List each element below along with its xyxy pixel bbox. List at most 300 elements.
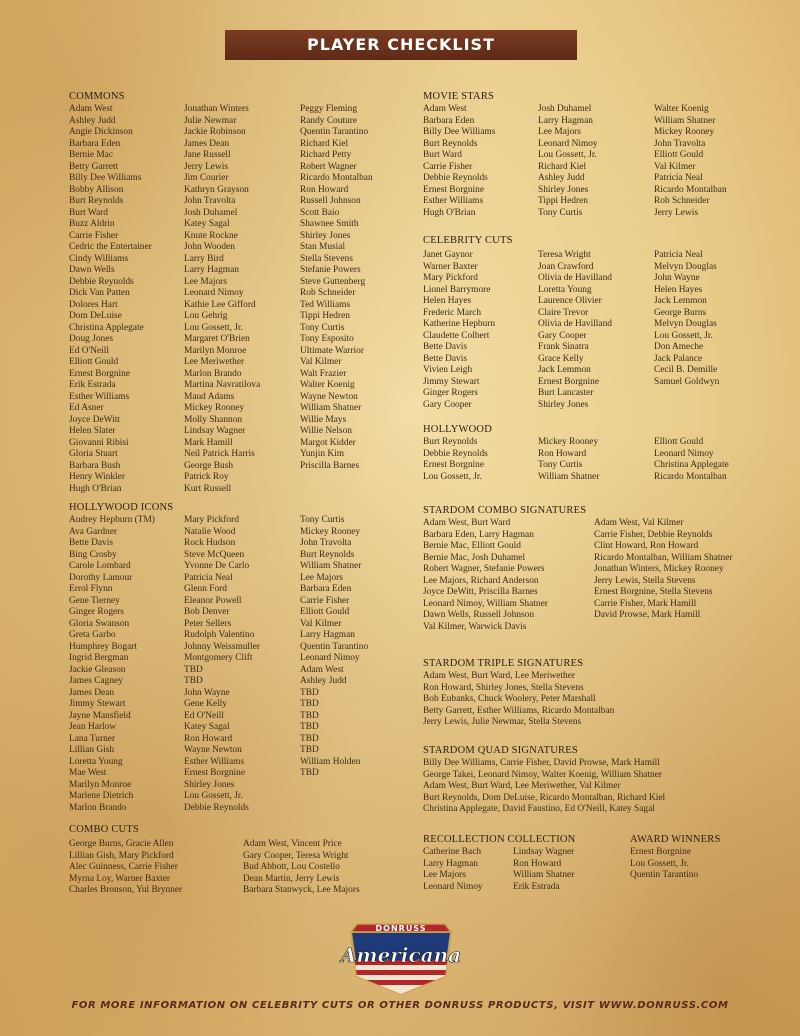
award-winners-heading: AWARD WINNERS — [630, 834, 721, 845]
list-item: Tony Curtis — [538, 207, 583, 218]
list-item: Priscilla Barnes — [300, 460, 360, 471]
list-item: Jack Lemmon — [654, 296, 707, 306]
list-item: TBD — [300, 710, 319, 721]
list-item: Dick Van Patten — [69, 288, 130, 298]
list-item: Frederic March — [423, 307, 482, 318]
list-item: Lee Majors — [423, 870, 466, 880]
list-item: TBD — [300, 768, 319, 778]
list-item: David Prowse, Mark Hamill — [594, 610, 701, 620]
list-item: Lou Gossett, Jr. — [184, 791, 243, 801]
list-item: Larry Hagman — [184, 265, 239, 275]
list-item: Rock Hudson — [184, 538, 236, 548]
list-item: Dean Martin, Jerry Lewis — [243, 873, 340, 884]
quad-signatures-list — [423, 758, 665, 816]
list-item: Dawn Wells — [69, 265, 115, 275]
list-item: Christina Applegate — [69, 322, 144, 333]
movie-stars-heading: MOVIE STARS — [423, 91, 495, 102]
list-item: Lee Majors, Richard Anderson — [423, 575, 539, 586]
list-item: Ernest Borgnine — [184, 768, 246, 778]
list-item: Steve McQueen — [184, 549, 245, 560]
list-item: Jonathan Winters, Mickey Rooney — [594, 564, 724, 574]
list-item: Jane Russell — [184, 150, 231, 160]
footer-info: FOR MORE INFORMATION ON CELEBRITY CUTS OR OTHER DONRUSS PRODUCTS, VISIT WWW.DONRUSS.COM — [71, 1000, 729, 1011]
list-item: Betty Garrett, Esther Williams, Ricardo Montalban — [423, 705, 615, 716]
list-item: Bette Davis — [423, 342, 468, 352]
list-item: Gary Cooper, Teresa Wright — [243, 850, 349, 861]
commons-col-2 — [184, 104, 300, 495]
list-item: Billy Dee Williams, Carrie Fisher, David Prowse, Mark Hamill — [423, 758, 660, 768]
list-item: Tony Curtis — [300, 322, 345, 333]
list-item: TBD — [300, 745, 319, 755]
list-item: Doug Jones — [69, 334, 114, 344]
list-item: Adam West, Val Kilmer — [594, 518, 684, 528]
logo-script-text: Americana — [340, 943, 462, 967]
list-item: Bernie Mac, Josh Duhamel — [423, 552, 526, 563]
list-item: Margaret O'Brien — [184, 334, 250, 344]
list-item: Walter Koenig — [300, 380, 355, 390]
list-item: Jackie Robinson — [184, 127, 246, 137]
triple-signatures-heading: STARDOM TRIPLE SIGNATURES — [423, 658, 584, 669]
list-item: Neil Patrick Harris — [184, 449, 255, 459]
list-item: Ernest Borgnine — [423, 184, 485, 195]
list-item: Grace Kelly — [538, 353, 584, 364]
list-item: Gary Cooper — [423, 399, 472, 410]
list-item: Ed O'Neill — [69, 345, 109, 356]
list-item: Mary Pickford — [184, 515, 239, 525]
list-item: Ricardo Montalban — [654, 184, 727, 195]
list-item: Bob Eubanks, Chuck Woolery, Peter Marshall — [423, 694, 596, 705]
list-item: Adam West, Burt Ward, Lee Meriwether, Val Kilmer — [423, 781, 621, 792]
quad-signatures-heading: STARDOM QUAD SIGNATURES — [423, 745, 578, 756]
list-item: Val Kilmer — [654, 161, 696, 172]
list-item: Jackie Gleason — [69, 664, 126, 675]
list-item: Ernest Borgnine — [423, 460, 485, 470]
list-item: Greta Garbo — [69, 630, 116, 640]
list-item: Jerry Lewis, Stella Stevens — [594, 575, 696, 586]
list-item: Bing Crosby — [69, 549, 117, 560]
movie-stars-col-3 — [654, 104, 764, 219]
list-item: Montgomery Clift — [184, 653, 253, 663]
list-item: Stefanie Powers — [300, 265, 361, 275]
list-item: Dolores Hart — [69, 299, 118, 310]
hollywood-section — [423, 424, 764, 483]
list-item: Jerry Lewis — [654, 207, 698, 218]
list-item: Leonard Nimoy — [538, 138, 598, 149]
list-item: Lee Majors — [538, 127, 581, 137]
commons-heading: COMMONS — [69, 91, 125, 102]
list-item: Val Kilmer — [300, 618, 342, 629]
list-item: TBD — [300, 687, 319, 698]
list-item: Carrie Fisher, Mark Hamill — [594, 598, 697, 609]
list-item: Yunjin Kim — [300, 449, 345, 459]
list-item: Helen Hayes — [654, 284, 703, 295]
list-item: Elliott Gould — [300, 607, 350, 617]
list-item: Quentin Tarantino — [300, 127, 369, 137]
list-item: Natalie Wood — [184, 526, 236, 537]
hollywood-col-3 — [654, 437, 764, 483]
list-item: Katherine Hepburn — [423, 319, 496, 329]
list-item: William Shatner — [654, 115, 716, 126]
list-item: Claire Trevor — [538, 307, 589, 318]
list-item: Maud Adams — [184, 391, 235, 402]
list-item: Lou Gossett, Jr. — [654, 330, 713, 341]
list-item: Jerry Lewis — [184, 161, 228, 172]
list-item: Val Kilmer — [300, 357, 342, 367]
list-item: Shirley Jones — [538, 184, 589, 195]
list-item: Giovanni Ribisi — [69, 437, 129, 448]
list-item: Leonard Nimoy — [184, 288, 244, 298]
list-item: Marilyn Monroe — [69, 779, 132, 790]
list-item: Stella Stevens — [300, 253, 353, 264]
list-item: Larry Hagman — [300, 630, 355, 640]
movie-stars-col-1 — [423, 104, 538, 219]
list-item: Leonard Nimoy — [300, 653, 360, 663]
list-item: Elliott Gould — [654, 437, 704, 447]
list-item: Quentin Tarantino — [300, 641, 369, 652]
list-item: Bobby Allison — [69, 184, 124, 195]
list-item: Samuel Goldwyn — [654, 376, 720, 387]
list-item: William Shatner — [513, 870, 575, 880]
celebrity-cuts-col-3 — [654, 250, 764, 411]
hollywood-icons-section — [69, 502, 410, 814]
list-item: Tippi Hedren — [538, 196, 588, 206]
list-item: Marlon Brando — [69, 802, 127, 813]
list-item: Alec Guinness, Carrie Fisher — [69, 862, 178, 872]
list-item: Cedric the Entertainer — [69, 242, 152, 252]
list-item: Bette Davis — [423, 353, 468, 364]
list-item: Katey Sagal — [184, 722, 230, 732]
list-item: Frank Sinatra — [538, 342, 589, 352]
list-item: Gary Cooper — [538, 330, 587, 341]
list-item: Burt Ward — [69, 207, 108, 218]
list-item: Ed Asner — [69, 403, 104, 413]
combo-signatures-heading: STARDOM COMBO SIGNATURES — [423, 505, 587, 516]
list-item: Leonard Nimoy — [423, 881, 483, 892]
list-item: Hugh O'Brian — [423, 207, 476, 218]
list-item: Charles Bronson, Yul Brynner — [69, 885, 183, 895]
list-item: Yvonne De Carlo — [184, 561, 250, 571]
list-item: Tippi Hedren — [300, 311, 350, 321]
list-item: Lana Turner — [69, 733, 116, 744]
list-item: Gloria Swanson — [69, 618, 130, 629]
list-item: Adam West — [300, 664, 344, 675]
list-item: Richard Kiel — [300, 138, 349, 149]
list-item: Ron Howard, Shirley Jones, Stella Stevens — [423, 682, 584, 693]
list-item: Carrie Fisher — [300, 595, 350, 606]
list-item: Carrie Fisher — [69, 230, 119, 241]
list-item: Loretta Young — [538, 284, 592, 295]
list-item: Robert Wagner, Stefanie Powers — [423, 564, 545, 574]
list-item: Katey Sagal — [184, 219, 230, 229]
list-item: Dom DeLuise — [69, 311, 122, 321]
celebrity-cuts-section — [423, 235, 764, 411]
list-item: Clint Howard, Ron Howard — [594, 541, 699, 551]
list-item: Jimmy Stewart — [69, 699, 126, 709]
list-item: Ultimate Warrior — [300, 345, 364, 356]
list-item: Glenn Ford — [184, 584, 227, 594]
list-item: Helen Hayes — [423, 296, 472, 306]
list-item: Scott Baio — [300, 207, 340, 218]
list-item: Peggy Fleming — [300, 104, 358, 114]
list-item: Gene Tierney — [69, 595, 120, 606]
list-item: Humphrey Bogart — [69, 641, 137, 652]
list-item: George Bush — [184, 460, 234, 471]
list-item: William Shatner — [300, 403, 362, 413]
list-item: Patricia Neal — [654, 250, 703, 260]
list-item: Joan Crawford — [538, 261, 594, 272]
list-item: Catherine Bach — [423, 847, 482, 857]
list-item: Johnny Weissmuller — [184, 641, 260, 652]
list-item: Ed O'Neill — [184, 710, 224, 721]
combo-cuts-section — [69, 824, 403, 897]
hollywood-icons-col-2 — [184, 515, 300, 814]
list-item: Larry Hagman — [423, 858, 478, 869]
list-item: Knute Rockne — [184, 230, 238, 241]
list-item: Ron Howard — [300, 184, 349, 195]
hollywood-icons-col-3 — [300, 515, 410, 814]
list-item: Lou Gossett, Jr. — [423, 471, 482, 482]
list-item: Dorothy Lamour — [69, 572, 133, 583]
list-item: Melvyn Douglas — [654, 261, 717, 272]
list-item: Olivia de Havilland — [538, 319, 612, 329]
list-item: Bob Denver — [184, 607, 230, 617]
list-item: John Travolta — [654, 138, 706, 149]
list-item: Wayne Newton — [300, 391, 358, 402]
triple-signatures-list — [423, 671, 614, 729]
celebrity-cuts-heading: CELEBRITY CUTS — [423, 235, 513, 246]
list-item: William Shatner — [538, 471, 600, 482]
combo-cuts-col-2 — [243, 839, 403, 897]
combo-cuts-heading: COMBO CUTS — [69, 824, 139, 835]
list-item: Jerry Lewis, Julie Newmar, Stella Stevens — [423, 717, 582, 728]
list-item: Janet Gaynor — [423, 250, 473, 260]
list-item: Mark Hamill — [184, 437, 233, 448]
list-item: Ashley Judd — [300, 676, 347, 686]
list-item: Jim Courier — [184, 173, 229, 183]
list-item: Russell Johnson — [300, 196, 361, 206]
list-item: John Travolta — [300, 538, 352, 548]
list-item: Lou Gehrig — [184, 311, 228, 321]
list-item: Lillian Gish, Mary Pickford — [69, 850, 174, 861]
list-item: Ginger Rogers — [423, 388, 478, 398]
list-item: Bernie Mac — [69, 150, 113, 160]
list-item: Eleanor Powell — [184, 595, 242, 606]
combo-signatures-col-2 — [594, 518, 754, 633]
list-item: Lionel Barrymore — [423, 284, 491, 295]
list-item: Patricia Neal — [654, 173, 703, 183]
list-item: Marlon Brando — [184, 368, 242, 379]
list-item: Tony Esposito — [300, 334, 354, 344]
recollection-heading: RECOLLECTION COLLECTION — [423, 834, 576, 845]
list-item: James Cagney — [69, 676, 123, 686]
list-item: Walt Frazier — [300, 368, 347, 379]
list-item: Lou Gossett, Jr. — [538, 150, 597, 160]
list-item: John Wooden — [184, 242, 235, 252]
list-item: Barbara Eden — [69, 138, 121, 149]
list-item: Ashley Judd — [538, 173, 585, 183]
list-item: Kathryn Grayson — [184, 184, 249, 195]
celebrity-cuts-col-1 — [423, 250, 538, 411]
list-item: Angie Dickinson — [69, 127, 133, 137]
list-item: Elliott Gould — [654, 150, 704, 160]
list-item: Jack Palance — [654, 353, 703, 364]
list-item: Burt Ward — [423, 150, 462, 160]
list-item: Esther Williams — [69, 391, 130, 402]
list-item: William Holden — [300, 756, 361, 767]
list-item: Ashley Judd — [69, 115, 116, 126]
list-item: Erik Estrada — [69, 380, 116, 390]
list-item: Adam West — [69, 104, 113, 114]
list-item: Ricardo Montalban, William Shatner — [594, 552, 733, 563]
list-item: Martina Navratilova — [184, 380, 261, 390]
list-item: Jimmy Stewart — [423, 376, 480, 387]
list-item: TBD — [300, 722, 319, 732]
list-item: Patrick Roy — [184, 472, 229, 482]
list-item: Robert Wagner — [300, 161, 357, 172]
list-item: Lee Majors — [300, 572, 343, 583]
list-item: Myrna Loy, Warner Baxter — [69, 873, 171, 884]
list-item: Cecil B. Demille — [654, 365, 718, 375]
list-item: Ernest Borgnine — [69, 368, 131, 379]
list-item: Marlene Dietrich — [69, 791, 134, 801]
recollection-col-2 — [513, 847, 613, 893]
list-item: Olivia de Havilland — [538, 273, 612, 283]
list-item: Burt Reynolds — [300, 549, 355, 560]
list-item: Christina Applegate — [654, 460, 729, 470]
list-item: Ava Gardner — [69, 526, 117, 537]
list-item: Debbie Reynolds — [423, 448, 488, 459]
list-item: George Burns — [654, 307, 707, 318]
list-item: Don Ameche — [654, 342, 704, 352]
list-item: TBD — [300, 733, 319, 744]
list-item: Billy Dee Williams — [69, 173, 142, 183]
list-item: Ginger Rogers — [69, 607, 124, 617]
list-item: Burt Reynolds, Dom DeLuise, Ricardo Montalban, Richard Kiel — [423, 792, 666, 803]
list-item: Audrey Hepburn (TM) — [69, 515, 155, 525]
list-item: John Wayne — [654, 273, 700, 283]
triple-signatures-section — [423, 658, 614, 729]
list-item: Quentin Tarantino — [630, 870, 699, 880]
list-item: Richard Petty — [300, 150, 352, 160]
recollection-col-1 — [423, 847, 513, 893]
list-item: Joyce DeWitt — [69, 414, 120, 425]
list-item: Joyce DeWitt, Priscilla Barnes — [423, 587, 538, 597]
list-item: Leonard Nimoy, William Shatner — [423, 598, 548, 609]
quad-signatures-section — [423, 745, 665, 816]
hollywood-col-1 — [423, 437, 538, 483]
list-item: Rudolph Valentino — [184, 630, 255, 640]
list-item: Dawn Wells, Russell Johnson — [423, 610, 535, 620]
combo-signatures-col-1 — [423, 518, 594, 633]
list-item: Patricia Neal — [184, 572, 233, 583]
list-item: Rob Schneider — [654, 196, 710, 206]
list-item: Warner Baxter — [423, 261, 478, 272]
list-item: Adam West, Vincent Price — [243, 839, 342, 849]
list-item: Lindsay Wagner — [184, 426, 246, 436]
list-item: Larry Bird — [184, 253, 224, 264]
list-item: Shirley Jones — [184, 779, 235, 790]
list-item: Marilyn Monroe — [184, 345, 247, 356]
list-item: Shawnee Smith — [300, 219, 359, 229]
commons-col-1 — [69, 104, 184, 495]
list-item: Vivien Leigh — [423, 365, 473, 375]
list-item: George Takei, Leonard Nimoy, Walter Koenig, William Shatner — [423, 769, 663, 780]
list-item: Carole Lombard — [69, 561, 131, 571]
list-item: Ricardo Montalban — [300, 173, 373, 183]
list-item: Carrie Fisher, Debbie Reynolds — [594, 529, 713, 540]
list-item: Adam West, Burt Ward — [423, 518, 511, 528]
list-item: Wayne Newton — [184, 745, 242, 755]
page-title: PLAYER CHECKLIST — [225, 30, 577, 60]
list-item: Ricardo Montalban — [654, 471, 727, 482]
list-item: Melvyn Douglas — [654, 319, 717, 329]
list-item: Debbie Reynolds — [184, 802, 249, 813]
list-item: Mickey Rooney — [538, 437, 599, 447]
list-item: Elliott Gould — [69, 357, 119, 367]
list-item: Buzz Aldrin — [69, 219, 115, 229]
list-item: Mickey Rooney — [300, 526, 361, 537]
list-item: Peter Sellers — [184, 618, 232, 629]
award-winners-section — [630, 834, 721, 882]
list-item: Billy Dee Williams — [423, 127, 496, 137]
list-item: Ron Howard — [513, 858, 562, 869]
list-item: Tony Curtis — [300, 515, 345, 525]
list-item: Lee Majors — [184, 276, 227, 287]
list-item: James Dean — [184, 138, 230, 149]
list-item: Jack Lemmon — [538, 365, 591, 375]
list-item: Barbara Eden — [423, 115, 475, 126]
list-item: Jayne Mansfield — [69, 710, 131, 721]
list-item: Bud Abbott, Lou Costello — [243, 862, 340, 872]
logo-emblem-icon — [335, 918, 467, 998]
list-item: Carrie Fisher — [423, 161, 473, 172]
recollection-section — [423, 834, 613, 893]
list-item: TBD — [184, 676, 203, 686]
list-item: Molly Shannon — [184, 414, 243, 425]
list-item: Ted Williams — [300, 299, 351, 310]
list-item: Henry Winkler — [69, 472, 125, 482]
list-item: Adam West — [423, 104, 467, 114]
list-item: Esther Williams — [423, 196, 484, 206]
list-item: Willie Mays — [300, 414, 347, 425]
list-item: Val Kilmer, Warwick Davis — [423, 621, 527, 632]
list-item: Kathie Lee Gifford — [184, 299, 256, 310]
list-item: Jonathan Winters — [184, 104, 249, 114]
list-item: Jean Harlow — [69, 722, 117, 732]
list-item: Lou Gossett, Jr. — [184, 322, 243, 333]
list-item: Teresa Wright — [538, 250, 591, 260]
list-item: TBD — [184, 664, 203, 675]
list-item: Shirley Jones — [538, 399, 589, 410]
hollywood-col-2 — [538, 437, 654, 483]
list-item: Kurt Russell — [184, 483, 232, 494]
list-item: John Travolta — [184, 196, 236, 206]
commons-col-3 — [300, 104, 410, 495]
hollywood-icons-col-1 — [69, 515, 184, 814]
list-item: Burt Reynolds — [423, 437, 478, 447]
list-item: Ernest Borgnine — [630, 847, 692, 857]
award-winners-col — [630, 847, 721, 882]
list-item: Ernest Borgnine, Stella Stevens — [594, 587, 713, 597]
list-item: Gene Kelly — [184, 699, 227, 709]
list-item: Debbie Reynolds — [423, 173, 488, 183]
list-item: Gloria Stuart — [69, 449, 118, 459]
list-item: Josh Duhamel — [538, 104, 592, 114]
list-item: Esther Williams — [184, 756, 245, 767]
list-item: Ernest Borgnine — [538, 376, 600, 387]
hollywood-icons-heading: HOLLYWOOD ICONS — [69, 502, 174, 513]
list-item: Willie Nelson — [300, 426, 352, 436]
